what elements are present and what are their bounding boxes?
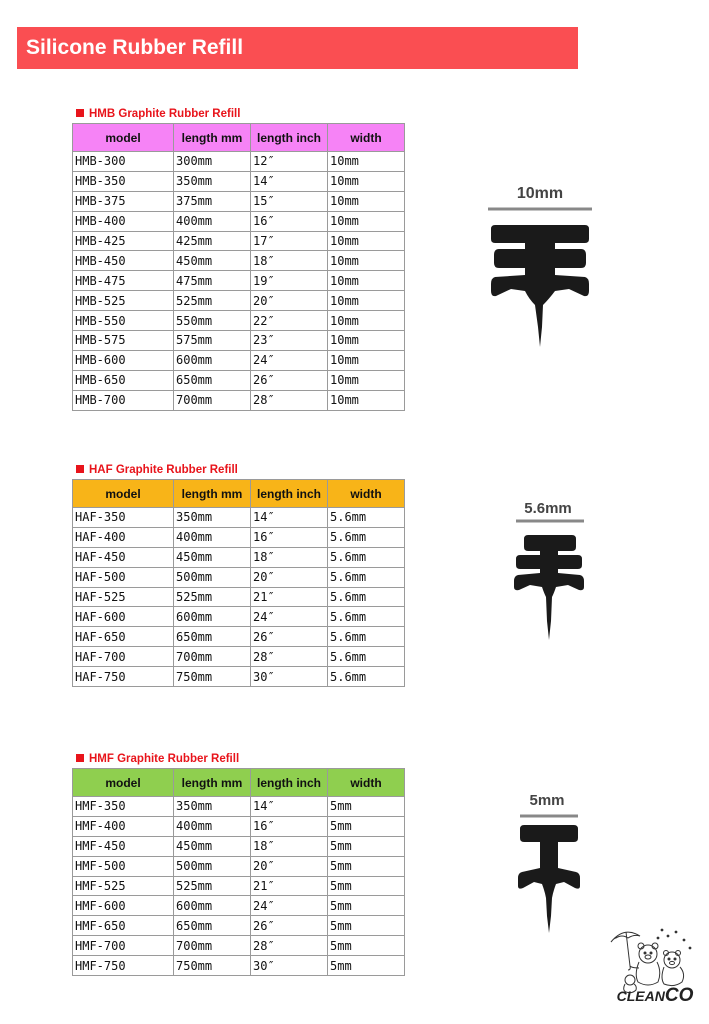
section-title-text: HMF Graphite Rubber Refill (89, 753, 240, 765)
table-row (73, 856, 405, 876)
cleanco-logo-text: CLEANCO (616, 985, 694, 1006)
table-row (73, 271, 405, 291)
column-header: width (328, 480, 405, 508)
table-cell: HMB-475 (73, 271, 174, 291)
table-row (73, 508, 405, 528)
table-cell: 18″ (251, 547, 328, 567)
table-row (73, 350, 405, 370)
table-cell: 650mm (174, 370, 251, 390)
table-cell: 525mm (174, 587, 251, 607)
table-cell: 20″ (251, 291, 328, 311)
table-cell: 10mm (328, 251, 405, 271)
table-cell: 10mm (328, 271, 405, 291)
table-cell: 350mm (174, 508, 251, 528)
table-cell: 700mm (174, 390, 251, 410)
table-cell: 24″ (251, 896, 328, 916)
column-header: model (73, 769, 174, 797)
table-row (73, 587, 405, 607)
table-cell: 5mm (328, 896, 405, 916)
table-row (73, 171, 405, 191)
table-cell: 500mm (174, 567, 251, 587)
haf-profile-illustration (510, 517, 590, 642)
column-header: length mm (174, 480, 251, 508)
table-cell: 5.6mm (328, 587, 405, 607)
haf-profile-label: 5.6mm (524, 500, 572, 517)
table-cell: 28″ (251, 647, 328, 667)
table-cell: 5mm (328, 936, 405, 956)
table-cell: 5.6mm (328, 508, 405, 528)
red-square-bullet-icon (76, 754, 84, 762)
table-row (73, 390, 405, 410)
table-cell: HMF-500 (73, 856, 174, 876)
table-row (73, 331, 405, 351)
table-row (73, 291, 405, 311)
table-cell: HMB-450 (73, 251, 174, 271)
table-cell: 22″ (251, 311, 328, 331)
table-cell: 450mm (174, 836, 251, 856)
table-cell: 650mm (174, 916, 251, 936)
table-cell: 10mm (328, 191, 405, 211)
column-header: length mm (174, 124, 251, 152)
table-row (73, 152, 405, 172)
table-cell: 650mm (174, 627, 251, 647)
table-cell: HMF-700 (73, 936, 174, 956)
column-header: length inch (251, 480, 328, 508)
table-cell: 5mm (328, 956, 405, 976)
table-row (73, 251, 405, 271)
table-cell: HMF-650 (73, 916, 174, 936)
table-cell: 10mm (328, 152, 405, 172)
table-row (73, 370, 405, 390)
table-cell: HMB-425 (73, 231, 174, 251)
table-cell: 600mm (174, 607, 251, 627)
table-cell: HAF-525 (73, 587, 174, 607)
table-cell: 600mm (174, 896, 251, 916)
table-row (73, 836, 405, 856)
table-row (73, 876, 405, 896)
table-cell: HMB-650 (73, 370, 174, 390)
spec-table (72, 123, 405, 411)
table-row (73, 191, 405, 211)
table-cell: 5mm (328, 916, 405, 936)
table-cell: 20″ (251, 567, 328, 587)
page-title: Silicone Rubber Refill (17, 27, 578, 69)
table-cell: HAF-350 (73, 508, 174, 528)
table-cell: HAF-750 (73, 667, 174, 687)
table-cell: HAF-450 (73, 547, 174, 567)
table-cell: 20″ (251, 856, 328, 876)
table-cell: HMF-350 (73, 797, 174, 817)
table-cell: 5.6mm (328, 607, 405, 627)
column-header: width (328, 124, 405, 152)
table-cell: 26″ (251, 627, 328, 647)
spec-table (72, 479, 405, 687)
table-cell: 10mm (328, 350, 405, 370)
table-cell: 5.6mm (328, 647, 405, 667)
table-cell: 21″ (251, 876, 328, 896)
table-cell: 10mm (328, 331, 405, 351)
table-cell: HMF-600 (73, 896, 174, 916)
table-cell: 525mm (174, 876, 251, 896)
section-title-text: HMB Graphite Rubber Refill (89, 108, 241, 120)
table-cell: 475mm (174, 271, 251, 291)
table-row (73, 667, 405, 687)
table-cell: 700mm (174, 647, 251, 667)
table-row (73, 547, 405, 567)
table-row (73, 956, 405, 976)
table-cell: HMB-600 (73, 350, 174, 370)
table-cell: 600mm (174, 350, 251, 370)
table-cell: 18″ (251, 836, 328, 856)
table-cell: 425mm (174, 231, 251, 251)
table-cell: 10mm (328, 211, 405, 231)
table-cell: 26″ (251, 370, 328, 390)
table-cell: 5mm (328, 816, 405, 836)
table-cell: 14″ (251, 797, 328, 817)
table-cell: 450mm (174, 251, 251, 271)
table-cell: 750mm (174, 956, 251, 976)
table-cell: 16″ (251, 816, 328, 836)
table-cell: 700mm (174, 936, 251, 956)
table-cell: 10mm (328, 370, 405, 390)
table-cell: 10mm (328, 231, 405, 251)
red-square-bullet-icon (76, 465, 84, 473)
table-cell: HAF-500 (73, 567, 174, 587)
table-cell: HMB-375 (73, 191, 174, 211)
table-row (73, 311, 405, 331)
table-header-row (73, 769, 405, 797)
hmf-profile-illustration (514, 812, 584, 936)
table-cell: HMB-525 (73, 291, 174, 311)
table-cell: 16″ (251, 211, 328, 231)
column-header: width (328, 769, 405, 797)
table-cell: 28″ (251, 390, 328, 410)
table-cell: 24″ (251, 607, 328, 627)
table-cell: 26″ (251, 916, 328, 936)
table-cell: 14″ (251, 171, 328, 191)
table-cell: 5.6mm (328, 567, 405, 587)
table-cell: 10mm (328, 171, 405, 191)
table-cell: 18″ (251, 251, 328, 271)
table-cell: 5.6mm (328, 547, 405, 567)
table-cell: 350mm (174, 171, 251, 191)
column-header: length mm (174, 769, 251, 797)
spec-table (72, 768, 405, 976)
table-row (73, 211, 405, 231)
table-cell: 400mm (174, 527, 251, 547)
section-title (72, 461, 404, 479)
table-cell: 450mm (174, 547, 251, 567)
table-cell: HMB-700 (73, 390, 174, 410)
table-cell: 23″ (251, 331, 328, 351)
section-title (72, 105, 404, 123)
table-cell: 21″ (251, 587, 328, 607)
hmf-profile-label: 5mm (529, 792, 565, 809)
table-cell: 5mm (328, 876, 405, 896)
table-cell: 10mm (328, 291, 405, 311)
table-cell: HMB-350 (73, 171, 174, 191)
hmb-profile-label: 10mm (516, 185, 564, 202)
table-row (73, 936, 405, 956)
hmb-section (72, 105, 404, 411)
table-row (73, 607, 405, 627)
table-row (73, 816, 405, 836)
table-cell: 10mm (328, 311, 405, 331)
table-cell: HMB-300 (73, 152, 174, 172)
table-cell: HMB-550 (73, 311, 174, 331)
table-cell: HAF-650 (73, 627, 174, 647)
haf-section (72, 461, 404, 687)
table-cell: 19″ (251, 271, 328, 291)
table-cell: 24″ (251, 350, 328, 370)
table-cell: 375mm (174, 191, 251, 211)
table-cell: HAF-700 (73, 647, 174, 667)
table-cell: 5mm (328, 797, 405, 817)
table-cell: 12″ (251, 152, 328, 172)
table-cell: 575mm (174, 331, 251, 351)
table-cell: 14″ (251, 508, 328, 528)
section-title-text: HAF Graphite Rubber Refill (89, 464, 238, 476)
table-row (73, 896, 405, 916)
table-cell: 400mm (174, 816, 251, 836)
hmb-profile-illustration (485, 205, 595, 355)
table-cell: 17″ (251, 231, 328, 251)
table-cell: 5.6mm (328, 667, 405, 687)
red-square-bullet-icon (76, 109, 84, 117)
table-cell: HMB-575 (73, 331, 174, 351)
table-header-row (73, 480, 405, 508)
table-cell: 30″ (251, 956, 328, 976)
table-cell: HAF-600 (73, 607, 174, 627)
table-cell: HMB-400 (73, 211, 174, 231)
table-cell: 5mm (328, 836, 405, 856)
table-cell: 550mm (174, 311, 251, 331)
table-cell: 15″ (251, 191, 328, 211)
table-cell: 350mm (174, 797, 251, 817)
table-cell: HAF-400 (73, 527, 174, 547)
table-cell: HMF-400 (73, 816, 174, 836)
table-cell: 30″ (251, 667, 328, 687)
table-cell: 5mm (328, 856, 405, 876)
table-row (73, 647, 405, 667)
table-row (73, 231, 405, 251)
table-cell: HMF-450 (73, 836, 174, 856)
table-cell: HMF-750 (73, 956, 174, 976)
column-header: model (73, 124, 174, 152)
table-cell: 525mm (174, 291, 251, 311)
table-cell: 16″ (251, 527, 328, 547)
table-cell: 5.6mm (328, 527, 405, 547)
table-cell: 5.6mm (328, 627, 405, 647)
column-header: length inch (251, 124, 328, 152)
table-row (73, 527, 405, 547)
hmf-section (72, 750, 404, 976)
table-cell: 400mm (174, 211, 251, 231)
table-cell: HMF-525 (73, 876, 174, 896)
table-row (73, 627, 405, 647)
table-cell: 300mm (174, 152, 251, 172)
table-cell: 500mm (174, 856, 251, 876)
table-row (73, 797, 405, 817)
table-cell: 750mm (174, 667, 251, 687)
table-row (73, 916, 405, 936)
column-header: model (73, 480, 174, 508)
table-row (73, 567, 405, 587)
table-header-row (73, 124, 405, 152)
table-cell: 10mm (328, 390, 405, 410)
section-title (72, 750, 404, 768)
table-cell: 28″ (251, 936, 328, 956)
column-header: length inch (251, 769, 328, 797)
